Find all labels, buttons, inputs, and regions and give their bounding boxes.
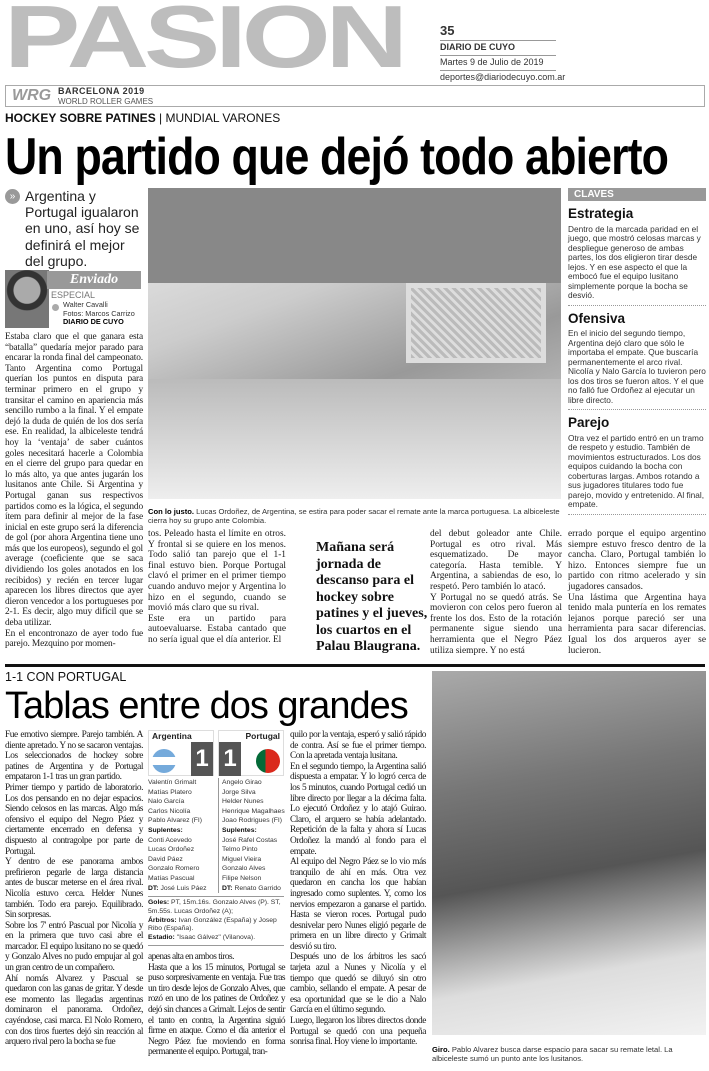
away-team-box [218, 730, 284, 776]
claves-heading: Parejo [568, 415, 610, 430]
paragraph: tos. Peleado hasta el límite en otros. Y frontal si se quiere en los menos. Todo salió tan parejo que el 1-1 final estuvo bien. Porque Portugal clavó el primer en el primer tiempo cuando anduvo mejor y Argentina lo hizo en el segundo, cuando se movió más claro que su rival. [148, 529, 286, 614]
stadium-text: "Isaac Gálvez" (Vilanova). [176, 934, 256, 942]
away-coach [222, 884, 284, 894]
player: Joao Rodrigues (FI) [222, 817, 283, 825]
article-kicker [5, 111, 280, 125]
section-email[interactable]: deportes@diariodecuyo.com.ar [440, 72, 566, 82]
referees-label: Árbitros: [148, 916, 177, 924]
main-photo [148, 188, 561, 499]
player: Angelo Girao [222, 779, 262, 786]
claves-heading: Estrategia [568, 206, 634, 221]
player: Filipe Nelson [222, 874, 262, 882]
article-column-1 [5, 332, 143, 650]
goals-text: PT, 15m.16s. Gonzalo Alves (P). ST, 5m.55s. Lucas Ordoñez (A); [148, 899, 281, 915]
paragraph: apenas alta en ambos tiros. [148, 952, 234, 962]
photo-caption [148, 507, 561, 525]
goal-net [406, 283, 546, 363]
claves-text: Dentro de la marcada paridad en el juego, que mostró celosas marcas y despliegue generoso de ambas partes, los dos eligieron tirar desde lejos. Y en ese aspecto el que la embocó fue el equipo lusitano simplemente porque la bocha se desvió. [568, 225, 706, 306]
kicker-topic: HOCKEY SOBRE PATINES [5, 111, 156, 125]
page-number: 35 [440, 22, 556, 41]
coach-name: Renato Garrido [234, 884, 281, 892]
away-score: 1 [219, 742, 241, 776]
caption-lead: Giro. [432, 1045, 450, 1054]
paragraph: Y Portugal no se quedó atrás. Se movieron con celos pero fueron al frente los dos. Esto de la rotación permanente sigue siendo una herramienta que el Negro Páez utiliza siempre. Y no está [430, 592, 562, 656]
player: Matías Pascual [148, 874, 195, 882]
paragraph: del debut goleador ante Chile. Portugal es otro rival. Más esquematizado. De mayor categoría. Hasta temible. Y Argentina, a sabiendas de eso, lo respetó. Pero también lo atacó. [430, 529, 562, 592]
paragraph: Este era un partido para autoevaluarse. Estaba cantado que no sería igual que el día anterior. El [148, 613, 286, 645]
double-chevron-icon: » [5, 189, 20, 204]
player: Gonzalo Romero [148, 865, 200, 873]
rink-floor [148, 379, 561, 499]
article-column-4 [430, 529, 562, 656]
player: David Páez [148, 855, 183, 863]
claves-text: Otra vez el partido entró en un tramo de respeto y estudio. También de movimientos estructurados. Los dos equipos cuidando la bocha con coberturas largas. Ambos rotando a sus jugadores titulares todo fue parejo, movido y entretenido. Al final, empate. [568, 434, 706, 515]
claves-title: CLAVES [568, 188, 706, 201]
player: Henrique Magalhaes [222, 807, 285, 815]
second-photo [432, 671, 706, 1035]
player: Carlos Nicolía [148, 807, 191, 815]
away-lineup [218, 778, 284, 893]
paragraph: Y dentro de ese panorama ambos prefirieron pegarle de larga distancia antes de buscar meterse en el área rival. Nicolía estuvo cerca. Helder Nunes también. Todo era parejo. Equilibrado. Sin sorpresas. [5, 857, 143, 921]
article-column-5 [568, 529, 706, 656]
player: Helder Nunes [222, 798, 264, 806]
paragraph: errado porque el equipo argentino siempre estuvo fresco dentro de la cancha. Claro, Portugal también lo hizo. Entonces siempre fue un partido con ritmo acelerado y sin jugadores cansados. [568, 529, 706, 592]
coach-name: José Luis Páez [160, 884, 207, 892]
claves-text: En el inicio del segundo tiempo, Argentina dejó claro que sólo le importaba el empate. Que buscaría permanentemente el arco rival. Nicolía y Nalo García lo tuvieron pero los dos tiros se fueron altos. Y el que no falló fue Ordoñez al ejecutar un libre directo. [568, 329, 706, 410]
player: Telmo Pinto [222, 846, 258, 854]
byline-sublabel: ESPECIAL [51, 290, 96, 300]
kicker-separator: | [159, 111, 163, 125]
player: Pablo Alvarez (FI) [148, 817, 203, 825]
author-photo [5, 270, 49, 328]
event-title: BARCELONA 2019 [58, 86, 145, 96]
player: Matías Platero [148, 788, 192, 796]
home-team-name: Argentina [152, 731, 192, 741]
argentina-flag-icon [152, 749, 176, 773]
player: Valentín Grimalt [148, 779, 197, 786]
paragraph: quilo por la ventaja, esperó y salió rápido de contra. Así se fue el primer tiempo. Con la apretada ventaja lusitana. [290, 730, 426, 762]
subs-label: Suplentes: [148, 826, 183, 834]
wrg-logo: WRG [12, 87, 52, 104]
player: Lucas Ordoñez [148, 846, 195, 854]
portugal-flag-icon [256, 749, 280, 773]
paragraph: Estaba claro que el que ganara esta “batalla” quedaría mejor parado para encarar la ronda final del campeonato. Tanto Argentina como Portugal querían los puntos en disputa para terminar primero en el grupo y transitar el camino en apariencia más sencillo rumbo a la final. Y el empate dejó la duda de quién de los dos sería ese. En realidad, la albiceleste tendrá hoy la ‘ventaja’ de saber cuántos goles necesitará hacerle a Colombia en el cierre del grupo para quedar en lo más alto, ya que antes jugarán los lusitanos ante Chile. Si Argentina y Portugal ganan sus respectivos partidos como es la lógica, el segundo ítem para definir al mejor de la fase inicial en este grupo será la diferencia de gol (por ahora Argentina tiene uno más que los europeos), segundo el gol average (coeficiente que se saca dividiendo los goles anotados en los recibidos) y recién en tercer lugar aparecen los libres directos que ayer dieron vencedor a los portugueses por 2-1. Es decir, algo muy difícil que se deba utilizar. [5, 332, 143, 629]
coach-label: DT: [222, 884, 233, 892]
paragraph: Ahí nomás Alvarez y Pascual se quedaron con las ganas de gritar. Y desde ese momento las llegadas argentinas dominaron el panorama. Ordoñez, cayéndose, casi marca. El Nolo Romero, con dos tiros fuertes dejó sin reacción al arquero rival pero la bocha se fue [5, 973, 143, 1048]
publication-name: DIARIO DE CUYO [440, 41, 556, 56]
paragraph: Al equipo del Negro Páez se lo vio más tranquilo de ahí en más. Otra vez quedaron en cancha los que habían ingresado como suplentes. Y, como los nervios empezaron a ganarse el partido. Hasta se vieron roces. Portugal pudo desnivelar pero Nunes eligió pegarle de primera en un libre directo y Grimalt desvió su tiro. [290, 857, 426, 952]
byline-label: Enviado [47, 271, 141, 289]
byline-box [5, 270, 143, 328]
paragraph: Sobre los 7' entró Pascual por Nicolía y en la primera que tuvo casi abre el marcador. El equipo lusitano no se quedó y Gonzalo Alves no pudo empujar al gol un gran centro de un compañero. [5, 920, 143, 974]
headline: Un partido que dejó todo abierto [5, 128, 669, 186]
photo-background [148, 188, 561, 283]
coach-label: DT: [148, 884, 159, 892]
stadium-label: Estadio: [148, 934, 175, 942]
goals [148, 899, 284, 917]
caption-text: Lucas Ordoñez, de Argentina, se estira para poder sacar el remate ante la marca portuguesa. La albiceleste cierra hoy su grupo ante Colombia. [148, 507, 560, 525]
home-score: 1 [191, 742, 213, 776]
paragraph: Una lástima que Argentina haya tenido mala puntería en los remates lejanos porque pareció ser una herramienta para sacar diferencias. Igual los dos arqueros ayer se lucieron. [568, 592, 706, 656]
article-column-2 [148, 529, 286, 646]
section-divider [5, 664, 705, 667]
paragraph: Hasta que a los 15 minutos, Portugal se puso sorpresivamente en ventaja. Fue tras un tiro desde lejos de Gonzalo Alves, que rozó en uno de los patines de Ordoñez y dejó sin chances a Grimalt. Lejos de sentir el tanto en contra, la Argentina siguió firme en ataque. Como el día anterior el Negro Páez fue moviendo en forma permanente el equipo. Portugal, tran- [148, 962, 285, 1058]
match-details [148, 896, 284, 946]
subs-label: Suplentes: [222, 826, 257, 834]
player: Nalo García [148, 798, 185, 806]
paragraph: Primer tiempo y partido de laboratorio. Los dos pensando en no dejar espacios. Siendo celosos en las marcas. Algo más ofensivo el equipo del Negro Páez y ciertamente encerrado en defensa y dispuesto al contragolpe por parte de Portugal. [5, 782, 143, 857]
caption-text: Pablo Alvarez busca darse espacio para sacar su remate letal. La albiceleste sumó un punto ante los lusitanos. [432, 1045, 673, 1063]
referees [148, 917, 284, 935]
article2-column-3 [290, 730, 426, 1048]
player: Jorge Silva [222, 788, 256, 796]
away-team-name: Portugal [245, 731, 280, 741]
deck-text: Argentina y Portugal igualaron en uno, así hoy se definirá el mejor del grupo. [25, 188, 140, 269]
referees-text: Ivan González (España) y Josep Ribo (España). [148, 916, 277, 933]
article2-kicker: 1-1 CON PORTUGAL [5, 670, 127, 684]
event-subtitle: WORLD ROLLER GAMES [58, 97, 154, 106]
article2-column-1 [5, 730, 143, 1048]
second-photo-caption [432, 1045, 706, 1063]
player: Miguel Vieira [222, 855, 262, 863]
paragraph: En el encontronazo de ayer todo fue parejo. Mezquino por momen- [5, 628, 143, 650]
bullet-icon [52, 304, 59, 311]
article2-headline: Tablas entre dos grandes [5, 685, 408, 727]
section-masthead: PASION [4, 0, 403, 86]
stadium [148, 934, 284, 943]
home-team-box [148, 730, 214, 776]
photo-credit: Fotos: Marcos Carrizo [63, 308, 135, 318]
paragraph: En el segundo tiempo, la Argentina salió dispuesta a empatar. Y lo logró cerca de los 5 minutos, cuando Portugal cedió un libre directo por llegar a la décima falta. Lo ejecutó Ordoñez y lo atajó Guirao. Claro, el arquero se había adelantado. Repetición de la falta y ahora sí Lucas Ordoñez la mandó al fondo para el empate. [290, 761, 426, 857]
player: Gonzalo Alves [222, 865, 266, 873]
kicker-subtopic: MUNDIAL VARONES [165, 111, 281, 125]
home-coach [148, 884, 214, 894]
author-name: Walter Cavalli [63, 300, 108, 309]
pull-quote: Mañana será jornada de descanso para el hockey sobre patines y el jueves, los cuartos en el Palau Blaugrana. [316, 540, 428, 654]
article2-column-2 [148, 952, 285, 1058]
outlet-name: DIARIO DE CUYO [63, 317, 124, 327]
player: José Rafel Costas [222, 836, 278, 844]
player: Conti Acevedo [148, 836, 192, 844]
credits [63, 301, 135, 327]
paragraph: Fue emotivo siempre. Parejo también. A diente apretado. Y no se sacaron ventajas. Los seleccionados de hockey sobre patines de Argentina y de Portugal empataron 1-1 tras un gran partido. [5, 730, 143, 783]
page-info [440, 22, 566, 85]
issue-date: Martes 9 de Julio de 2019 [440, 56, 556, 71]
claves-sidebar [568, 188, 706, 515]
home-lineup [148, 778, 214, 893]
claves-heading: Ofensiva [568, 310, 626, 326]
article-deck [5, 188, 147, 269]
scoreboard [148, 730, 284, 946]
paragraph: Luego, llegaron los libres directos donde Portugal se quedó con una pequeña sonrisa final. Hoy viene lo importante. [290, 1016, 426, 1048]
paragraph: Después uno de los árbitros les sacó tarjeta azul a Nunes y Nicolía y el tiempo que quedó se diluyó sin otro cambio, sellando el empate. A pesar de esa oportunidad que se le dio a Nalo García en el último segundo. [290, 952, 426, 1016]
event-banner [5, 85, 705, 107]
caption-lead: Con lo justo. [148, 507, 194, 516]
goals-label: Goles: [148, 899, 170, 906]
